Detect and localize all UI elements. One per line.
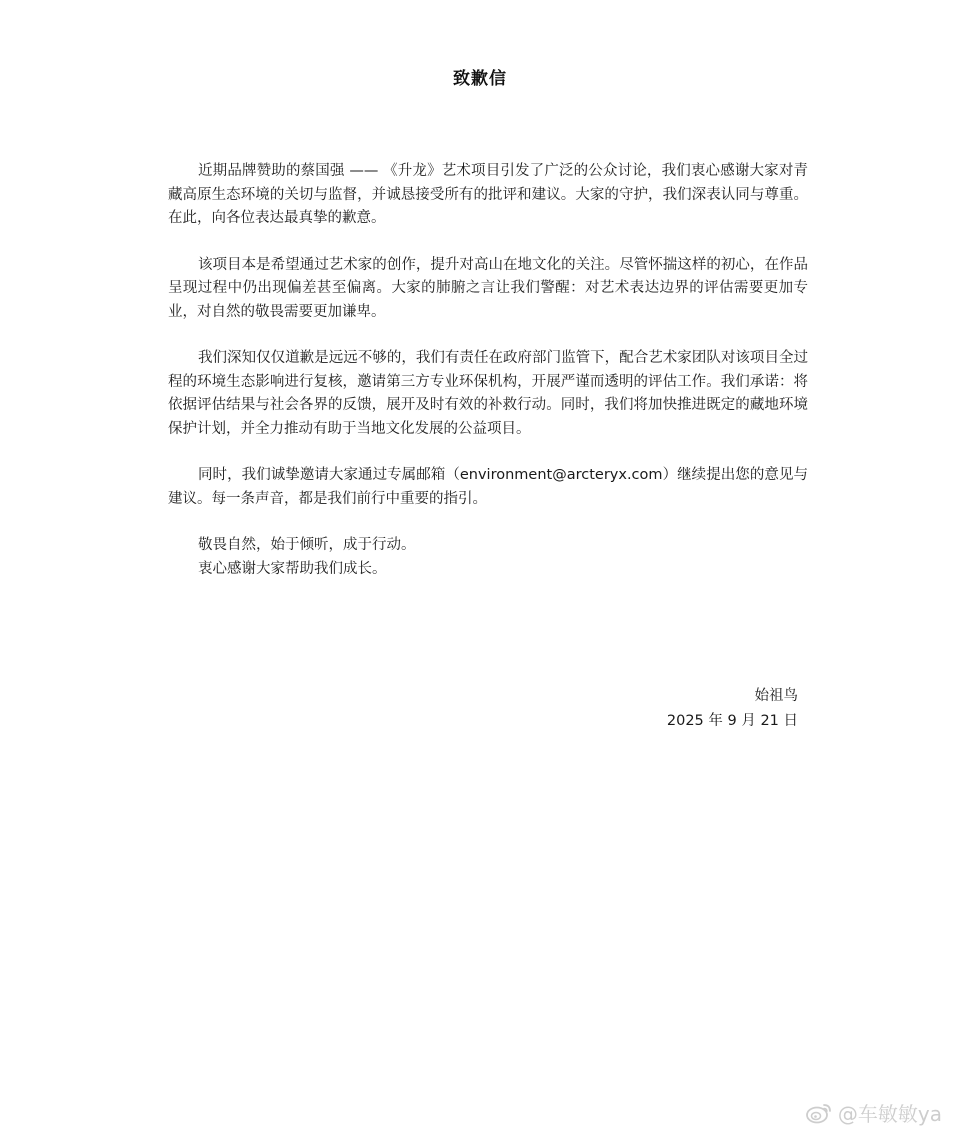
paragraph-2: 该项目本是希望通过艺术家的创作，提升对高山在地文化的关注。尽管怀揣这样的初心，在作品呈现过程中仍出现偏差甚至偏离。大家的肺腑之言让我们警醒：对艺术表达边界的评估需要更加专业，对自然的敬畏需要更加谦卑。 [168,256,808,320]
signature-date: 2025 年 9 月 21 日 [666,713,798,729]
watermark [806,1098,942,1127]
letter-title: 致歉信 [453,69,507,89]
paragraph-1: 近期品牌赞助的蔡国强 —— 《升龙》艺术项目引发了广泛的公众讨论，我们衷心感谢大家对青藏高原生态环境的关切与监督，并诚恳接受所有的批评和建议。大家的守护，我们深表认同与尊重。在此，向各位表达最真挚的歉意。 [168,163,808,226]
letter-body [168,160,808,581]
watermark-text: @车敏敏ya [837,1102,942,1126]
closing-line-2: 衷心感谢大家帮助我们成长。 [198,560,387,577]
closing-line-1: 敬畏自然，始于倾听，成于行动。 [198,537,416,553]
paragraph-3: 我们深知仅仅道歉是远远不够的，我们有责任在政府部门监管下，配合艺术家团队对该项目全过程的环境生态影响进行复核，邀请第三方专业环保机构，开展严谨而透明的评估工作。我们承诺：将依据评估结果与社会各界的反馈，展开及时有效的补救行动。同时，我们将加快推进既定的藏地环境保护计划，并全力推动有助于当地文化发展的公益项目。 [168,350,808,437]
weibo-logo-icon [806,1102,832,1124]
signature-name: 始祖鸟 [754,688,798,704]
signature-block [667,684,798,734]
paragraph-4: 同时，我们诚挚邀请大家通过专属邮箱（environment@arcteryx.com）继续提出您的意见与建议。每一条声音，都是我们前行中重要的指引。 [168,467,808,507]
